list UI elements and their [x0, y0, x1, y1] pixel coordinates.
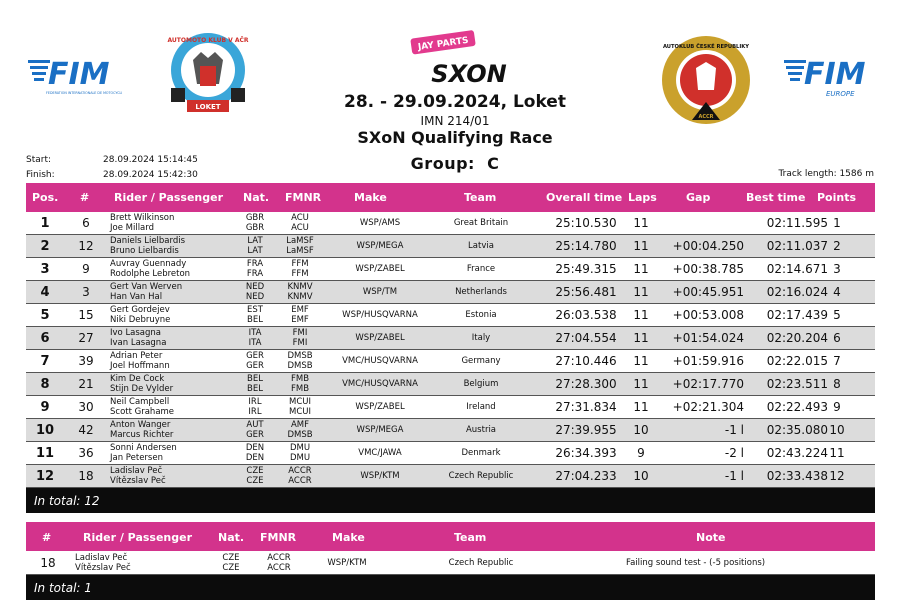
make-cell: VMC/HUSQVARNA — [342, 379, 418, 389]
start-number-cell: 15 — [78, 308, 94, 322]
penalty-header-row — [26, 522, 875, 551]
overall-time-cell: 27:39.955 — [555, 423, 617, 437]
club-right-text: AUTOKLUB ČESKÉ REPUBLIKY — [662, 44, 750, 50]
team-cell: Italy — [471, 333, 491, 343]
penalty-rider-cell-line-1: Ladislav Peč — [75, 553, 128, 563]
penalty-rider-cell — [75, 553, 131, 573]
penalty-fmnr-cell-line-1: ACCR — [267, 553, 291, 563]
best-time-cell: 02:14.671 — [766, 262, 828, 276]
penalty-total: In total: 1 — [26, 575, 875, 600]
pen-col-num: # — [42, 531, 52, 544]
gap-cell: +00:38.785 — [672, 262, 744, 276]
gap-cell: -2 l — [724, 446, 744, 460]
result-row — [26, 304, 875, 327]
start-value: 28.09.2024 15:14:45 — [103, 155, 198, 165]
rider-cell-line-1: Ladislav Peč — [110, 466, 163, 476]
points-cell: 9 — [833, 400, 841, 414]
fmnr-cell — [280, 351, 320, 371]
nationality-cell-line-2: ITA — [248, 338, 262, 348]
start-number-cell: 6 — [82, 216, 90, 230]
position-cell: 2 — [40, 239, 50, 254]
result-row — [26, 235, 875, 258]
rider-cell-line-2: Ivan Lasagna — [110, 338, 167, 348]
fmnr-cell-line-2: LaMSF — [286, 246, 314, 256]
make-cell: WSP/ZABEL — [355, 333, 405, 343]
penalty-body — [26, 551, 875, 575]
penalty-nationality-cell — [216, 553, 246, 573]
rider-cell — [110, 466, 166, 486]
rider-cell — [110, 351, 170, 371]
penalty-fmnr-cell — [259, 553, 299, 573]
rider-cell-line-2: Vítězslav Peč — [110, 476, 166, 486]
rider-cell-line-2: Marcus Richter — [110, 430, 174, 440]
col-fmnr: FMNR — [285, 191, 322, 204]
result-row — [26, 419, 875, 442]
rider-cell-line-2: Joel Hoffmann — [110, 361, 170, 371]
make-cell: WSP/MEGA — [356, 241, 404, 251]
gap-cell: -1 l — [724, 423, 744, 437]
penalty-nationality-cell-line-1: CZE — [222, 553, 240, 563]
fmnr-cell-line-2: ACU — [291, 223, 309, 233]
gap-cell: +01:54.024 — [672, 331, 744, 345]
fmnr-cell-line-1: EMF — [291, 305, 309, 315]
nationality-cell-line-1: EST — [247, 305, 263, 315]
gap-cell: +00:04.250 — [672, 239, 744, 253]
fmnr-cell-line-1: FFM — [291, 259, 309, 269]
make-cell: WSP/AMS — [359, 218, 401, 228]
team-cell: Germany — [461, 356, 501, 366]
nationality-cell — [240, 466, 270, 486]
team-cell: Netherlands — [455, 287, 507, 297]
overall-time-cell: 25:10.530 — [555, 216, 617, 230]
start-number-cell: 18 — [78, 469, 94, 483]
rider-cell-line-1: Adrian Peter — [110, 351, 163, 361]
result-row — [26, 281, 875, 304]
rider-cell-line-2: Stijn De Vylder — [110, 384, 174, 394]
laps-cell: 11 — [633, 216, 649, 230]
best-time-cell: 02:11.595 — [766, 216, 828, 230]
fmnr-cell-line-2: DMU — [289, 453, 311, 463]
make-cell: VMC/JAWA — [358, 448, 402, 458]
fim-left-subtitle: FEDERATION INTERNATIONALE DE MOTOCYCLISME — [46, 91, 122, 95]
nationality-cell-line-1: GER — [246, 351, 264, 361]
laps-cell: 11 — [633, 331, 649, 345]
overall-time-cell: 27:28.300 — [555, 377, 617, 391]
rider-cell-line-2: Joe Millard — [110, 223, 155, 233]
fim-right-subtitle: EUROPE — [826, 90, 855, 98]
best-time-cell: 02:20.204 — [766, 331, 828, 345]
laps-cell: 11 — [633, 239, 649, 253]
rider-cell-line-1: Neil Campbell — [110, 397, 170, 407]
penalty-team-cell: Czech Republic — [448, 558, 514, 568]
fmnr-cell — [280, 466, 320, 486]
pen-col-team: Team — [454, 531, 487, 544]
nationality-cell — [240, 236, 270, 256]
col-make: Make — [354, 191, 387, 204]
penalty-row — [26, 551, 875, 575]
overall-time-cell: 27:04.233 — [555, 469, 617, 483]
nationality-cell-line-2: CZE — [246, 476, 264, 486]
rider-cell-line-1: Ivo Lasagna — [110, 328, 162, 338]
penalty-fmnr-cell-line-2: ACCR — [267, 563, 291, 573]
col-overall-time: Overall time — [546, 191, 623, 204]
overall-time-cell: 25:14.780 — [555, 239, 617, 253]
col-best-time: Best time — [746, 191, 806, 204]
fmnr-cell — [280, 374, 320, 394]
start-number-cell: 39 — [78, 354, 94, 368]
nationality-cell-line-2: DEN — [245, 453, 265, 463]
best-time-cell: 02:11.037 — [766, 239, 828, 253]
results-header-row — [26, 183, 875, 212]
points-cell: 4 — [833, 285, 841, 299]
rider-cell-line-1: Anton Wanger — [110, 420, 171, 430]
fmnr-cell — [280, 213, 320, 233]
make-cell: VMC/HUSQVARNA — [342, 356, 418, 366]
group-title: Group: C — [410, 154, 500, 173]
nationality-cell-line-1: BEL — [247, 374, 263, 384]
best-time-cell: 02:22.015 — [766, 354, 828, 368]
rider-cell — [110, 420, 173, 440]
result-row — [26, 442, 875, 465]
fmnr-cell-line-1: DMSB — [287, 351, 313, 361]
fmnr-cell-line-2: EMF — [291, 315, 309, 325]
nationality-cell-line-2: IRL — [248, 407, 262, 417]
result-row — [26, 350, 875, 373]
laps-cell: 10 — [633, 423, 649, 437]
fmnr-cell-line-2: DMSB — [287, 361, 313, 371]
team-cell: Denmark — [461, 448, 501, 458]
rider-cell — [110, 259, 190, 279]
make-cell: WSP/KTM — [360, 471, 400, 481]
nationality-cell-line-2: BEL — [247, 384, 263, 394]
result-row — [26, 373, 875, 396]
finish-label: Finish: — [26, 170, 55, 180]
team-cell: Belgium — [463, 379, 499, 389]
laps-cell: 11 — [633, 377, 649, 391]
rider-cell — [110, 282, 182, 302]
fmnr-cell-line-1: DMU — [289, 443, 311, 453]
position-cell: 10 — [35, 423, 55, 438]
fmnr-cell-line-2: ACCR — [288, 476, 312, 486]
fmnr-cell-line-2: FMI — [292, 338, 308, 348]
pen-col-fmnr: FMNR — [260, 531, 297, 544]
fmnr-cell-line-2: FMB — [290, 384, 310, 394]
fmnr-cell-line-2: KNMV — [287, 292, 313, 302]
rider-cell — [110, 328, 166, 348]
nationality-cell-line-1: FRA — [246, 259, 264, 269]
laps-cell: 10 — [633, 469, 649, 483]
nationality-cell — [240, 328, 270, 348]
nationality-cell-line-2: NED — [245, 292, 265, 302]
team-cell: Ireland — [466, 402, 496, 412]
col-nat: Nat. — [243, 191, 270, 204]
rider-cell — [110, 213, 174, 233]
sxon-jayparts-logo — [405, 30, 533, 92]
club-right-subtitle: ACCR — [698, 114, 714, 120]
nationality-cell-line-2: GBR — [245, 223, 265, 233]
fmnr-cell-line-1: FMB — [290, 374, 310, 384]
best-time-cell: 02:43.224 — [766, 446, 828, 460]
rider-cell-line-2: Niki Debruyne — [110, 315, 171, 325]
nationality-cell-line-2: GER — [246, 361, 264, 371]
fmnr-cell — [280, 282, 320, 302]
nationality-cell — [240, 282, 270, 302]
results-table — [26, 183, 875, 513]
result-row — [26, 465, 875, 488]
col-gap: Gap — [686, 191, 711, 204]
gap-cell: +01:59.916 — [672, 354, 744, 368]
overall-time-cell: 26:03.538 — [555, 308, 617, 322]
fmnr-cell — [280, 236, 320, 256]
laps-cell: 11 — [633, 400, 649, 414]
results-body — [26, 212, 875, 488]
fmnr-cell-line-1: ACCR — [288, 466, 312, 476]
rider-cell — [110, 236, 185, 256]
best-time-cell: 02:17.439 — [766, 308, 828, 322]
fmnr-cell-line-1: FMI — [292, 328, 308, 338]
fmnr-cell-line-2: FFM — [291, 269, 309, 279]
team-cell: France — [466, 264, 496, 274]
points-cell: 12 — [829, 469, 845, 483]
gap-cell: -1 l — [724, 469, 744, 483]
track-length: Track length: 1586 m — [778, 169, 874, 179]
fim-right-wordmark: FIM — [804, 57, 866, 92]
laps-cell: 11 — [633, 285, 649, 299]
points-cell: 6 — [833, 331, 841, 345]
fmnr-cell — [280, 397, 320, 417]
nationality-cell-line-1: CZE — [246, 466, 264, 476]
rider-cell-line-1: Sonni Andersen — [110, 443, 177, 453]
nationality-cell-line-1: AUT — [246, 420, 264, 430]
start-number-cell: 36 — [78, 446, 94, 460]
fmnr-cell-line-1: MCUI — [289, 397, 311, 407]
col-num: # — [80, 191, 90, 204]
position-cell: 11 — [35, 446, 55, 461]
rider-cell-line-1: Brett Wilkinson — [110, 213, 175, 223]
fmnr-cell — [280, 328, 320, 348]
rider-cell-line-2: Jan Petersen — [110, 453, 163, 463]
position-cell: 7 — [40, 354, 50, 369]
fmnr-cell-line-2: DMSB — [287, 430, 313, 440]
make-cell: WSP/ZABEL — [355, 264, 405, 274]
start-number-cell: 9 — [82, 262, 90, 276]
position-cell: 5 — [40, 308, 50, 323]
overall-time-cell: 25:56.481 — [555, 285, 617, 299]
club-left-text: AUTOMOTO KLUB V AČR — [167, 37, 249, 44]
penalty-rider-cell-line-2: Vítězslav Peč — [75, 563, 131, 573]
automoto-klub-loket-logo — [165, 30, 251, 122]
fim-left-wordmark: FIM — [48, 57, 110, 92]
make-cell: WSP/HUSQVARNA — [342, 310, 418, 320]
position-cell: 6 — [40, 331, 50, 346]
nationality-cell — [240, 374, 270, 394]
nationality-cell — [240, 397, 270, 417]
laps-cell: 11 — [633, 308, 649, 322]
nationality-cell — [240, 443, 270, 463]
rider-cell-line-2: Scott Grahame — [110, 407, 175, 417]
points-cell: 7 — [833, 354, 841, 368]
col-points: Points — [817, 191, 857, 204]
best-time-cell: 02:35.080 — [766, 423, 828, 437]
fmnr-cell-line-1: AMF — [290, 420, 310, 430]
start-number-cell: 12 — [78, 239, 94, 253]
series-wordmark: SXON — [431, 60, 507, 88]
make-cell: WSP/ZABEL — [355, 402, 405, 412]
overall-time-cell: 27:04.554 — [555, 331, 617, 345]
position-cell: 1 — [40, 216, 50, 231]
team-cell: Austria — [465, 425, 497, 435]
start-number-cell: 27 — [78, 331, 94, 345]
laps-cell: 9 — [637, 446, 645, 460]
penalty-note-cell: Failing sound test - (-5 positions) — [626, 558, 766, 568]
rider-cell-line-1: Gert Gordejev — [110, 305, 170, 315]
col-laps: Laps — [628, 191, 657, 204]
nationality-cell — [240, 351, 270, 371]
rider-cell-line-1: Kim De Cock — [110, 374, 165, 384]
start-label: Start: — [26, 155, 52, 165]
points-cell: 3 — [833, 262, 841, 276]
nationality-cell-line-2: FRA — [246, 269, 264, 279]
pen-col-make: Make — [332, 531, 365, 544]
nationality-cell-line-1: LAT — [247, 236, 263, 246]
nationality-cell — [240, 420, 270, 440]
rider-cell — [110, 374, 173, 394]
nationality-cell-line-1: GBR — [245, 213, 265, 223]
best-time-cell: 02:23.511 — [766, 377, 828, 391]
gap-cell: +00:53.008 — [672, 308, 744, 322]
laps-cell: 11 — [633, 262, 649, 276]
fmnr-cell — [280, 420, 320, 440]
nationality-cell — [240, 213, 270, 233]
event-title: 28. - 29.09.2024, Loket — [344, 92, 566, 112]
position-cell: 8 — [40, 377, 50, 392]
nationality-cell-line-1: IRL — [248, 397, 262, 407]
overall-time-cell: 27:31.834 — [555, 400, 617, 414]
col-pos: Pos. — [32, 191, 59, 204]
fmnr-cell-line-1: ACU — [291, 213, 309, 223]
club-left-subtitle: LOKET — [195, 103, 221, 111]
points-cell: 10 — [829, 423, 845, 437]
penalty-number-cell: 18 — [40, 556, 56, 570]
gap-cell: +00:45.951 — [672, 285, 744, 299]
overall-time-cell: 26:34.393 — [555, 446, 617, 460]
event-code: IMN 214/01 — [420, 114, 490, 128]
overall-time-cell: 25:49.315 — [555, 262, 617, 276]
position-cell: 12 — [35, 469, 55, 484]
result-row — [26, 327, 875, 350]
rider-cell — [110, 305, 170, 325]
start-number-cell: 3 — [82, 285, 90, 299]
race-title: SXoN Qualifying Race — [357, 128, 553, 147]
fmnr-cell-line-2: MCUI — [289, 407, 311, 417]
nationality-cell — [240, 259, 270, 279]
nationality-cell-line-1: DEN — [245, 443, 265, 453]
points-cell: 1 — [833, 216, 841, 230]
gap-cell: +02:21.304 — [672, 400, 744, 414]
team-cell: Great Britain — [453, 218, 509, 228]
fmnr-cell-line-1: LaMSF — [286, 236, 314, 246]
pen-col-note: Note — [696, 531, 726, 544]
points-cell: 2 — [833, 239, 841, 253]
col-team: Team — [464, 191, 497, 204]
penalty-make-cell: WSP/KTM — [327, 558, 367, 568]
fmnr-cell — [280, 305, 320, 325]
points-cell: 11 — [829, 446, 845, 460]
pen-col-nat: Nat. — [218, 531, 245, 544]
pen-col-rider: Rider / Passenger — [83, 531, 193, 544]
best-time-cell: 02:16.024 — [766, 285, 828, 299]
nationality-cell — [240, 305, 270, 325]
penalty-table — [26, 522, 875, 600]
rider-cell — [110, 397, 174, 417]
points-cell: 5 — [833, 308, 841, 322]
start-number-cell: 42 — [78, 423, 94, 437]
position-cell: 3 — [40, 262, 50, 277]
sponsor-text: JAY PARTS — [417, 35, 470, 53]
position-cell: 9 — [40, 400, 50, 415]
rider-cell-line-1: Gert Van Werven — [110, 282, 183, 292]
rider-cell-line-2: Han Van Hal — [110, 292, 163, 302]
start-number-cell: 30 — [78, 400, 94, 414]
team-cell: Czech Republic — [448, 471, 514, 481]
result-row — [26, 258, 875, 281]
points-cell: 8 — [833, 377, 841, 391]
results-total: In total: 12 — [26, 488, 875, 513]
overall-time-cell: 27:10.446 — [555, 354, 617, 368]
rider-cell-line-2: Rodolphe Lebreton — [110, 269, 191, 279]
fmnr-cell — [280, 259, 320, 279]
laps-cell: 11 — [633, 354, 649, 368]
rider-cell-line-2: Bruno Lielbardis — [110, 246, 179, 256]
nationality-cell-line-1: NED — [245, 282, 265, 292]
team-cell: Estonia — [465, 310, 497, 320]
rider-cell-line-1: Auvray Guennady — [110, 259, 187, 269]
result-row — [26, 212, 875, 235]
team-cell: Latvia — [468, 241, 494, 251]
make-cell: WSP/MEGA — [356, 425, 404, 435]
nationality-cell-line-2: BEL — [247, 315, 263, 325]
fmnr-cell-line-1: KNMV — [287, 282, 313, 292]
rider-cell — [110, 443, 177, 463]
penalty-nationality-cell-line-2: CZE — [222, 563, 240, 573]
position-cell: 4 — [40, 285, 50, 300]
nationality-cell-line-1: ITA — [248, 328, 262, 338]
col-rider: Rider / Passenger — [114, 191, 224, 204]
fmnr-cell — [280, 443, 320, 463]
make-cell: WSP/TM — [362, 287, 398, 297]
rider-cell-line-1: Daniels Lielbardis — [110, 236, 186, 246]
start-number-cell: 21 — [78, 377, 94, 391]
gap-cell: +02:17.770 — [672, 377, 744, 391]
autoklub-ceske-republiky-logo — [660, 34, 752, 126]
fim-logo-left — [26, 50, 122, 102]
best-time-cell: 02:33.438 — [766, 469, 828, 483]
nationality-cell-line-2: LAT — [247, 246, 263, 256]
finish-value: 28.09.2024 15:42:30 — [103, 170, 198, 180]
result-row — [26, 396, 875, 419]
nationality-cell-line-2: GER — [246, 430, 264, 440]
fim-europe-logo — [782, 50, 878, 102]
best-time-cell: 02:22.493 — [766, 400, 828, 414]
